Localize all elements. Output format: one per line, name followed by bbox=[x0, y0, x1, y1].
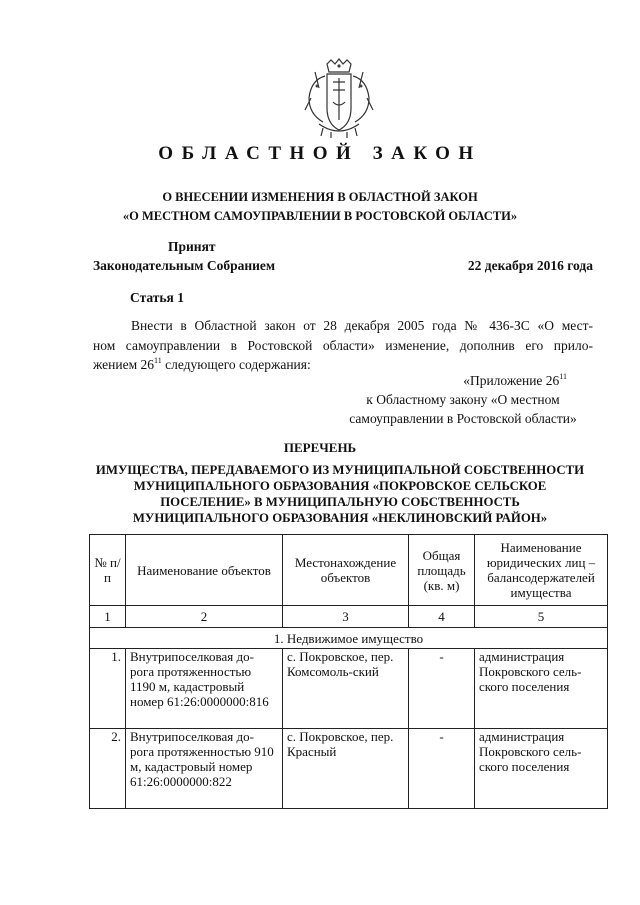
column-number: 1 bbox=[90, 606, 126, 628]
header-name: Наименование объектов bbox=[126, 535, 283, 606]
table-row bbox=[90, 649, 608, 729]
table-row bbox=[90, 729, 608, 809]
appendix-number-superscript: 11 bbox=[154, 356, 162, 365]
list-subheading bbox=[80, 462, 600, 526]
appendix-reference bbox=[333, 371, 593, 428]
table-header-row bbox=[90, 535, 608, 606]
row-number: 2. bbox=[90, 729, 126, 809]
header-location: Местонахождение объектов bbox=[283, 535, 409, 606]
article-heading: Статья 1 bbox=[130, 290, 184, 305]
document-title: ОБЛАСТНОЙ ЗАКОН bbox=[158, 143, 482, 164]
appendix-label-text: «Приложение 26 bbox=[463, 373, 560, 388]
row-location: с. Покровское, пер. Красный bbox=[283, 729, 409, 809]
appendix-label bbox=[333, 371, 593, 390]
appendix-line-3: самоуправлении в Ростовской области» bbox=[349, 411, 577, 426]
property-table bbox=[89, 534, 608, 809]
article-text-line-1: Внести в Областной закон от 28 декабря 2005 года № 436-ЗС «О мест- bbox=[131, 318, 593, 333]
document-subtitle bbox=[0, 188, 640, 226]
column-number: 3 bbox=[283, 606, 409, 628]
header-holder: Наименование юридических лиц – балансодержателей имущества bbox=[475, 535, 608, 606]
section-row bbox=[90, 628, 608, 649]
list-heading: ПЕРЕЧЕНЬ bbox=[283, 440, 357, 455]
column-number: 2 bbox=[126, 606, 283, 628]
subtitle-line-2: «О МЕСТНОМ САМОУПРАВЛЕНИИ В РОСТОВСКОЙ ОБЛАСТИ» bbox=[122, 209, 518, 223]
adoption-date: 22 декабря 2016 года bbox=[467, 258, 593, 273]
adoption-label: Принят bbox=[168, 239, 216, 254]
header-number: № п/п bbox=[90, 535, 126, 606]
row-location: с. Покровское, пер. Комсомоль-ский bbox=[283, 649, 409, 729]
column-number-row bbox=[90, 606, 608, 628]
adoption-body: Законодательным Собранием bbox=[93, 258, 276, 273]
list-subheading-line-3: ПОСЕЛЕНИЕ» В МУНИЦИПАЛЬНУЮ СОБСТВЕННОСТЬ bbox=[160, 495, 520, 509]
appendix-label-superscript: 11 bbox=[559, 372, 567, 381]
list-subheading-line-1: ИМУЩЕСТВА, ПЕРЕДАВАЕМОГО ИЗ МУНИЦИПАЛЬНОЙ СОБСТВЕННОСТИ bbox=[95, 463, 585, 477]
coat-of-arms-emblem bbox=[297, 58, 381, 140]
section-title: 1. Недвижимое имущество bbox=[90, 628, 608, 649]
column-number: 5 bbox=[475, 606, 608, 628]
row-area: - bbox=[409, 649, 475, 729]
article-text-line-2: ном самоуправлении в Ростовской области» изменение, дополнив его прило- bbox=[93, 337, 593, 353]
row-object-name: Внутрипоселковая до-рога протяженностью 1190 м, кадастровый номер 61:26:0000000:816 bbox=[126, 649, 283, 729]
header-area: Общая площадь (кв. м) bbox=[409, 535, 475, 606]
row-holder: администрация Покровского сель-ского поселения bbox=[475, 729, 608, 809]
article-text-line-3-start: жением 26 bbox=[93, 357, 155, 372]
row-number: 1. bbox=[90, 649, 126, 729]
list-subheading-line-2: МУНИЦИПАЛЬНОГО ОБРАЗОВАНИЯ «ПОКРОВСКОЕ СЕЛЬСКОЕ bbox=[133, 479, 547, 493]
list-subheading-line-4: МУНИЦИПАЛЬНОГО ОБРАЗОВАНИЯ «НЕКЛИНОВСКИЙ РАЙОН» bbox=[132, 511, 548, 525]
subtitle-line-1: О ВНЕСЕНИИ ИЗМЕНЕНИЯ В ОБЛАСТНОЙ ЗАКОН bbox=[162, 190, 478, 204]
article-text bbox=[93, 316, 593, 375]
row-holder: администрация Покровского сель-ского поселения bbox=[475, 649, 608, 729]
appendix-line-2: к Областному закону «О местном bbox=[366, 392, 560, 407]
article-text-line-3-end: следующего содержания: bbox=[161, 357, 311, 372]
column-number: 4 bbox=[409, 606, 475, 628]
row-area: - bbox=[409, 729, 475, 809]
row-object-name: Внутрипоселковая до-рога протяженностью 910 м, кадастровый номер 61:26:0000000:822 bbox=[126, 729, 283, 809]
